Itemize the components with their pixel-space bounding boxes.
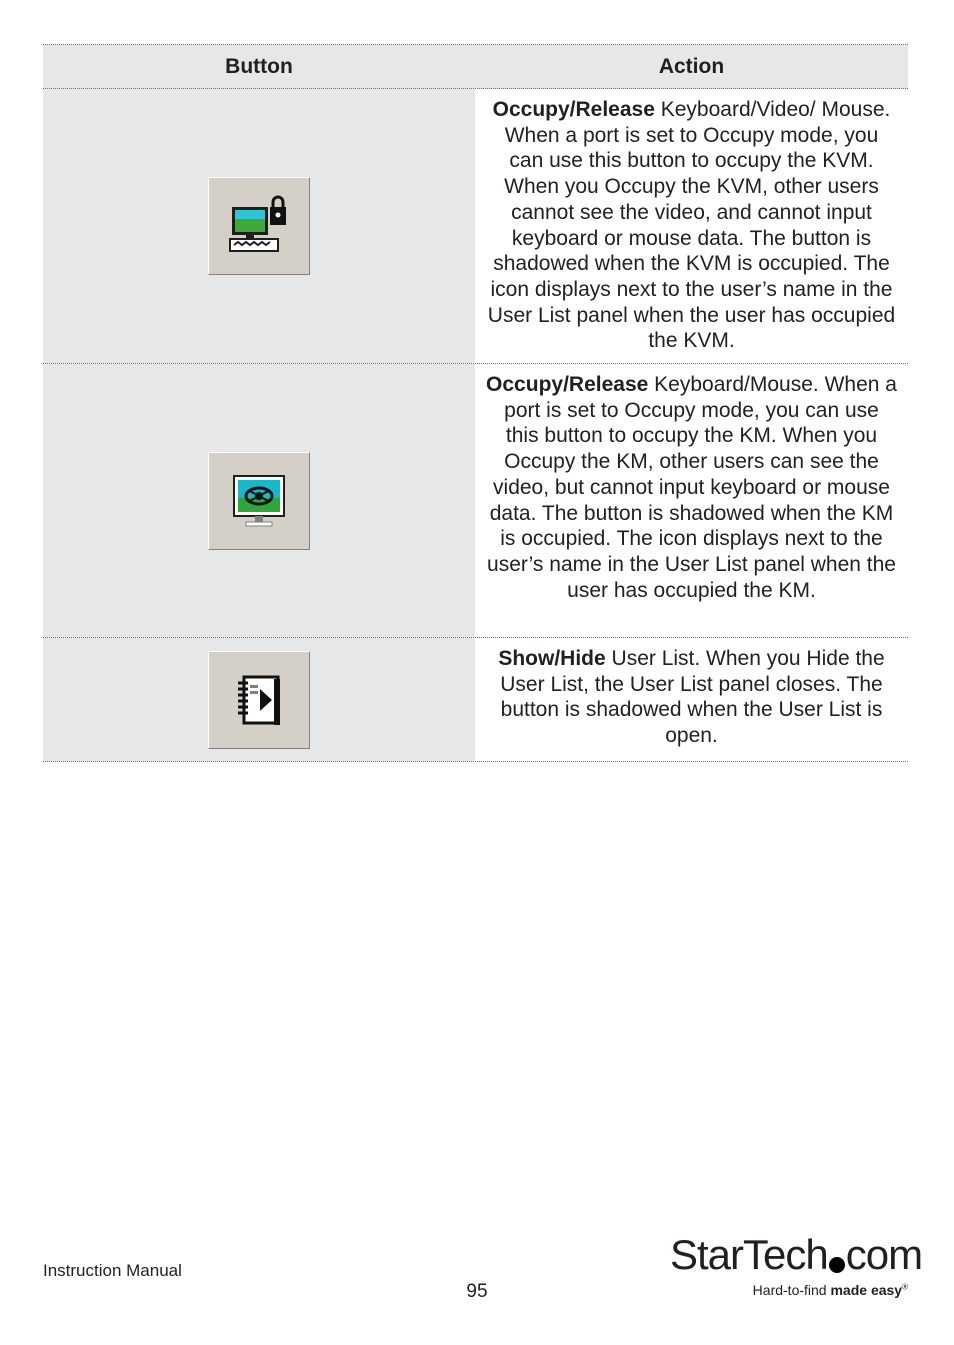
button-cell: [43, 89, 475, 363]
button-action-table: [43, 44, 908, 762]
tagline-part2: made easy: [830, 1282, 903, 1298]
action-text: User List. When you Hide the User List, the User List panel closes. The button is shadowed when the User List is open.: [500, 647, 885, 748]
action-text: Keyboard/Video/ Mouse. When a port is set to Occupy mode, you can use this button to occupy the KVM. When you Occupy the KVM, other users cannot see the video, and cannot input keyboard or mouse data. The button is shadowed when the KVM is occupied. The icon displays next to the user’s name in the User List panel when the user has occupied the KVM.: [487, 98, 896, 353]
action-cell: [475, 89, 908, 363]
table-header: [43, 45, 908, 89]
button-cell: [43, 364, 475, 637]
page-number: 95: [466, 1281, 488, 1302]
action-title: Occupy/Release: [492, 98, 655, 121]
logo-wordmark: [670, 1230, 922, 1280]
logo-tagline: [753, 1282, 908, 1298]
registered-mark: ®: [902, 1282, 908, 1292]
occupy-release-kvm-icon: [224, 193, 294, 259]
table-row: [43, 638, 908, 762]
tagline-part1: Hard-to-find: [752, 1282, 831, 1298]
action-cell: [475, 638, 908, 761]
occupy-release-km-icon: [226, 468, 292, 534]
show-hide-user-list-button: [208, 651, 310, 749]
logo-wordmark-part1: StarTech: [670, 1231, 828, 1278]
header-action: Action: [658, 54, 725, 78]
action-cell: [475, 364, 908, 637]
table-row: [43, 89, 908, 364]
show-hide-user-list-icon: [226, 667, 292, 733]
action-text: Keyboard/Mouse. When a port is set to Occupy mode, you can use this button to occupy the KM. When you Occupy the KM, other users can see the video, but cannot input keyboard or mouse data. The button is shadowed when the KM is occupied. The icon displays next to the user’s name in the User List panel when the user has occupied the KM.: [487, 373, 897, 602]
footer-manual-label: Instruction Manual: [43, 1261, 182, 1280]
logo-dot-icon: [829, 1257, 845, 1273]
button-cell: [43, 638, 475, 761]
logo-wordmark-part2: com: [845, 1231, 923, 1278]
header-button: Button: [225, 54, 293, 78]
occupy-release-km-button: [208, 452, 310, 550]
action-title: Occupy/Release: [486, 373, 649, 396]
occupy-release-kvm-button: [208, 177, 310, 275]
action-title: Show/Hide: [498, 647, 606, 670]
table-row: [43, 364, 908, 638]
startech-logo: [670, 1230, 923, 1305]
